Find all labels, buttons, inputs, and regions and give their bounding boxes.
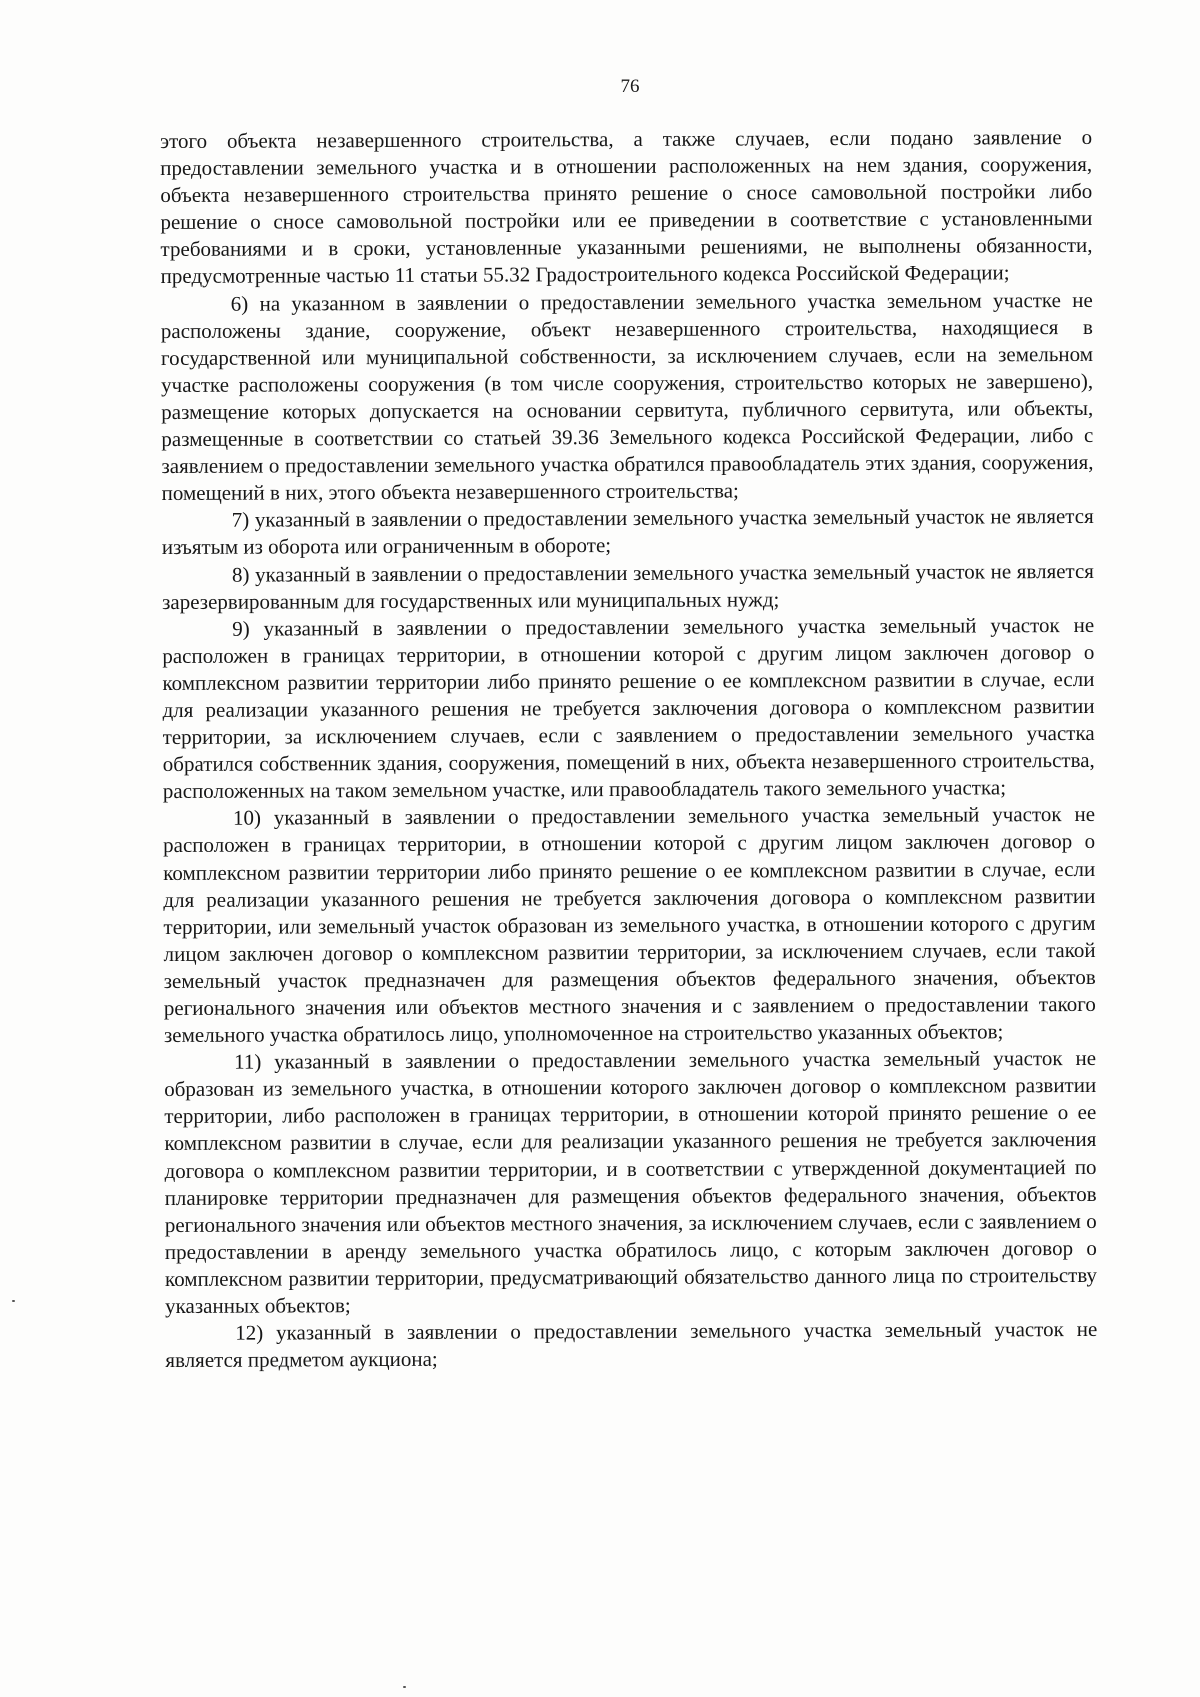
scan-speck xyxy=(12,1300,15,1302)
page-number: 76 xyxy=(620,76,640,97)
paragraph-item-8: 8) указанный в заявлении о предоставлении земельного участка земельный участок не является зарезервированным для государственных или муниципальных нужд; xyxy=(162,558,1094,614)
paragraph-item-11: 11) указанный в заявлении о предоставлении земельного участка земельный участок не образован из земельного участка, в отношении которого заключен договор о комплексном развитии территории, либо расположен в границах территории, в отношении которой принято решение о ее комплексном развитии в случае, если для реализации указанного решения не требуется заключения договора о комплексном развитии территории, и в соответствии с утвержденной документацией по планировке территории предназначен для размещения объектов федерального значения, объектов регионального значения или объектов местного значения, за исключением случаев, если с заявлением о предоставлении в аренду земельного участка обратилось лицо, с которым заключен договор о комплексном развитии территории, предусматривающий обязательство данного лица по строительству указанных объектов; xyxy=(164,1046,1098,1319)
paragraph-item-7: 7) указанный в заявлении о предоставлении земельного участка земельный участок не является изъятым из оборота или ограниченным в обороте; xyxy=(161,504,1094,560)
paragraph-item-12: 12) указанный в заявлении о предоставлении земельного участка земельный участок не является предметом аукциона; xyxy=(165,1317,1098,1373)
paragraph-item-10: 10) указанный в заявлении о предоставлении земельного участка земельный участок не расположен в границах территории, в отношении которой с другим лицом заключен договор о комплексном развитии территории либо принято решение о ее комплексном развитии в случае, если для реализации указанного решения не требуется заключения договора о комплексном развитии территории, или земельный участок образован из земельного участка, в отношении которого с другим лицом заключен договор о комплексном развитии территории, за исключением случаев, если такой земельный участок предназначен для размещения объектов федерального значения, объектов регионального значения или объектов местного значения и с заявлением о предоставлении такого земельного участка обратилось лицо, уполномоченное на строительство указанных объектов; xyxy=(163,802,1096,1048)
scan-speck xyxy=(403,1686,406,1688)
document-body xyxy=(160,124,1097,1374)
paragraph-item-9: 9) указанный в заявлении о предоставлении земельного участка земельный участок не расположен в границах территории, в отношении которой с другим лицом заключен договор о комплексном развитии территории либо принято решение о ее комплексном развитии в случае, если для реализации указанного решения не требуется заключения договора о комплексном развитии территории, за исключением случаев, если с заявлением о предоставлении земельного участка обратился собственник здания, сооружения, помещений в них, объекта незавершенного строительства, расположенных на таком земельном участке, или правообладатель такого земельного участка; xyxy=(162,612,1095,804)
paragraph-continuation: этого объекта незавершенного строительства, а также случаев, если подано заявление о предоставлении земельного участка и в отношении расположенных на нем здания, сооружения, объекта незавершенного строительства принято решение о сносе самовольной постройки либо решение о сносе самовольной постройки или ее приведении в соответствие с установленными требованиями и в сроки, установленные указанными решениями, не выполнены обязанности, предусмотренные частью 11 статьи 55.32 Градостроительного кодекса Российской Федерации; xyxy=(160,124,1093,289)
paragraph-item-6: 6) на указанном в заявлении о предоставлении земельного участка земельном участке не расположены здание, сооружение, объект незавершенного строительства, находящиеся в государственной или муниципальной собственности, за исключением случаев, если на земельном участке расположены сооружения (в том числе сооружения, строительство которых не завершено), размещение которых допускается на основании сервитута, публичного сервитута, или объекты, размещенные в соответствии со статьей 39.36 Земельного кодекса Российской Федерации, либо с заявлением о предоставлении земельного участка обратился правообладатель этих здания, сооружения, помещений в них, этого объекта незавершенного строительства; xyxy=(160,287,1094,506)
